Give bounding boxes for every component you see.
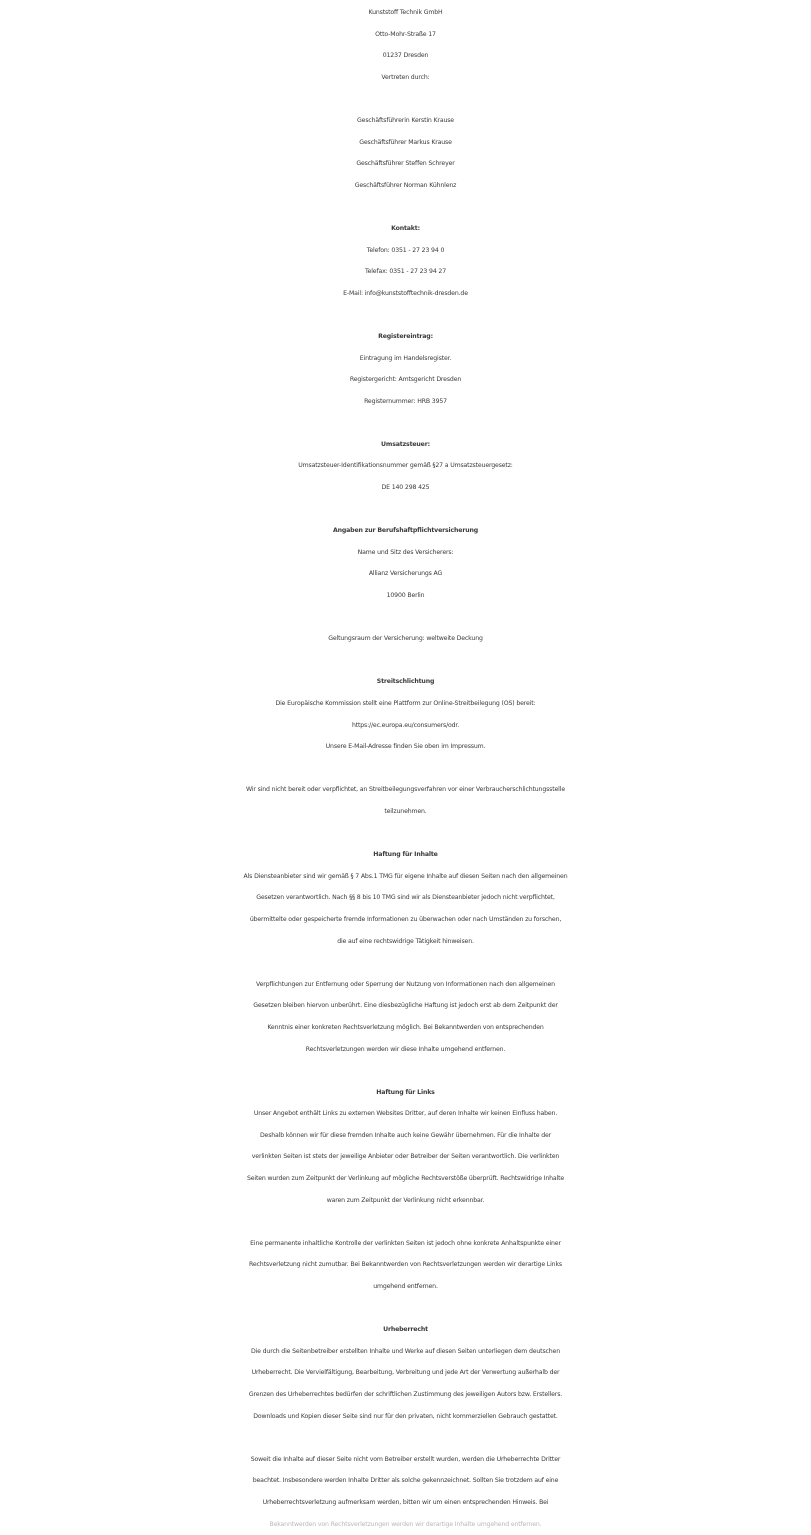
liability-content-section	[0, 844, 811, 1060]
managers-list	[0, 110, 811, 196]
manager-item: Geschäftsführerin Kerstin Krause	[357, 116, 454, 124]
paragraph-line: Unser Angebot enthält Links zu externen Websites Dritter, auf deren Inhalte wir keinen Einfluss haben.	[253, 1110, 558, 1118]
paragraph-line: Seiten wurden zum Zeitpunkt der Verlinkung auf mögliche Rechtsverstöße überprüft. Rechtswidrige Inhalte	[246, 1175, 565, 1183]
paragraph-line: Downloads und Kopien dieser Seite sind nur für den privaten, nicht kommerziellen Gebrauch gestattet.	[253, 1412, 558, 1420]
paragraph-line: Urheberrecht. Die Vervielfältigung, Bearbeitung, Verbreitung und jede Art der Verwertung außerhalb der	[251, 1369, 560, 1377]
copyright-section	[0, 1319, 811, 1535]
vat-number: DE 140 298 425	[381, 484, 430, 492]
spacer	[0, 607, 811, 629]
copyright-heading: Urheberrecht	[383, 1326, 428, 1334]
paragraph-line: verlinkten Seiten ist stets der jeweilige Anbieter oder Betreiber der Seiten verantwortlich. Die verlinkten	[251, 1153, 560, 1161]
register-court-line: Registergericht: Amtsgericht Dresden	[349, 376, 462, 384]
odr-link[interactable]: https://ec.europa.eu/consumers/odr.	[351, 721, 460, 729]
paragraph-line: Rechtsverletzungen werden wir diese Inhalte umgehend entfernen.	[305, 1045, 506, 1053]
liability-links-section	[0, 1082, 811, 1298]
paragraph-line: Deshalb können wir für diese fremden Inhalte auch keine Gewähr übernehmen. Für die Inhalte der	[259, 1131, 552, 1139]
paragraph-line: beachtet. Insbesondere werden Inhalte Dritter als solche gekennzeichnet. Sollten Sie trotzdem auf eine	[252, 1477, 559, 1485]
register-heading: Registereintrag:	[378, 332, 433, 340]
company-address	[0, 0, 811, 88]
dispute-section	[0, 671, 811, 822]
spacer	[0, 88, 811, 110]
spacer	[0, 650, 811, 672]
company-street: Otto-Mohr-Straße 17	[375, 30, 436, 38]
paragraph-line: Kenntnis einer konkreten Rechtsverletzung möglich. Bei Bekanntwerden von entsprechenden	[267, 1023, 544, 1031]
liability-links-heading: Haftung für Links	[376, 1088, 435, 1096]
spacer	[0, 823, 811, 845]
dispute-text-line: Die Europäische Kommission stellt eine Plattform zur Online-Streitbeilegung (OS) bereit:	[275, 700, 536, 707]
phone-line: Telefon: 0351 - 27 23 94 0	[366, 246, 445, 254]
insurance-heading: Angaben zur Berufshaftpflichtversicherung	[332, 527, 479, 535]
paragraph-line: Die durch die Seitenbetreiber erstellten Inhalte und Werke auf diesen Seiten unterliegen dem deutschen	[251, 1347, 560, 1355]
paragraph-line: übermittelte oder gespeicherte fremde Informationen zu überwachen oder nach Umständen zu forschen,	[249, 915, 562, 923]
register-line: Eintragung im Handelsregister.	[359, 354, 452, 362]
spacer	[0, 1060, 811, 1082]
paragraph-line: Grenzen des Urheberrechtes bedürfen der schriftlichen Zustimmung des jeweiligen Autors bzw. Erstellers.	[248, 1391, 563, 1398]
paragraph-line: Soweit die Inhalte auf dieser Seite nicht vom Betreiber erstellt wurden, werden die Urheberrechte Dritter	[250, 1455, 561, 1463]
spacer	[0, 758, 811, 780]
paragraph-line: umgehend entfernen.	[373, 1283, 438, 1291]
company-name: Kunststoff Technik GmbH	[368, 9, 443, 16]
paragraph-line: Als Diensteanbieter sind wir gemäß § 7 Abs.1 TMG für eigene Inhalte auf diesen Seiten nach den allgemeinen	[243, 872, 568, 880]
spacer	[0, 1211, 811, 1233]
manager-item: Geschäftsführer Steffen Schreyer	[356, 160, 455, 168]
insurer-name: Allianz Versicherungs AG	[368, 570, 443, 578]
spacer	[0, 1427, 811, 1449]
dispute-paragraph-line: Wir sind nicht bereit oder verpflichtet, an Streitbeilegungsverfahren vor einer Verbraucherschlichtungsstelle	[246, 786, 565, 794]
insurance-section	[0, 520, 811, 650]
faded-paragraph-line: Bekanntwerden von Rechtsverletzungen werden wir derartige Inhalte umgehend entfernen.	[269, 1520, 542, 1528]
contact-heading: Kontakt:	[391, 224, 420, 232]
insurer-city: 10900 Berlin	[386, 592, 425, 600]
paragraph-line: Eine permanente inhaltliche Kontrolle der verlinkten Seiten ist jedoch ohne konkrete Anhaltspunkte einer	[250, 1239, 561, 1247]
manager-item: Geschäftsführer Norman Kühnlenz	[354, 181, 457, 189]
email-line: E-Mail: info@kunststofftechnik-dresden.de	[343, 289, 468, 297]
spacer	[0, 196, 811, 218]
insurer-label: Name und Sitz des Versicherers:	[357, 548, 454, 556]
vat-section	[0, 434, 811, 499]
register-number-line: Registernummer: HRB 3957	[364, 397, 447, 405]
liability-content-heading: Haftung für Inhalte	[373, 851, 438, 859]
vat-heading: Umsatzsteuer:	[381, 440, 430, 448]
dispute-heading: Streitschlichtung	[376, 678, 435, 686]
spacer	[0, 412, 811, 434]
paragraph-line: die auf eine rechtswidrige Tätigkeit hinweisen.	[337, 937, 474, 945]
paragraph-line: Verpflichtungen zur Entfernung oder Sperrung der Nutzung von Informationen nach den allgemeinen	[256, 980, 555, 988]
paragraph-line: Rechtsverletzung nicht zumutbar. Bei Bekanntwerden von Rechtsverletzungen werden wir derartige Links	[249, 1261, 562, 1269]
insurance-scope: Geltungsraum der Versicherung: weltweite Deckung	[328, 635, 483, 643]
dispute-paragraph-line: teilzunehmen.	[384, 807, 427, 815]
spacer	[0, 1298, 811, 1320]
dispute-text-line: Unsere E-Mail-Adresse finden Sie oben im Impressum.	[325, 743, 486, 751]
fax-line: Telefax: 0351 - 27 23 94 27	[365, 268, 446, 276]
manager-item: Geschäftsführer Markus Krause	[359, 138, 452, 146]
paragraph-line: waren zum Zeitpunkt der Verlinkung nicht erkennbar.	[326, 1196, 485, 1204]
vat-label: Umsatzsteuer-Identifikationsnummer gemäß §27 a Umsatzsteuergesetz:	[298, 462, 513, 470]
paragraph-line: Gesetzen bleiben hiervon unberührt. Eine diesbezügliche Haftung ist jedoch erst ab dem Zeitpunkt der	[253, 1002, 558, 1010]
contact-section	[0, 218, 811, 304]
spacer	[0, 952, 811, 974]
paragraph-line: Urheberrechtsverletzung aufmerksam werden, bitten wir um einen entsprechenden Hinweis. Bei	[262, 1498, 549, 1506]
represented-by-label: Vertreten durch:	[381, 73, 430, 81]
paragraph-line: Gesetzen verantwortlich. Nach §§ 8 bis 10 TMG sind wir als Diensteanbieter jedoch nicht verpflichtet,	[256, 894, 555, 902]
spacer	[0, 304, 811, 326]
spacer	[0, 499, 811, 521]
register-section	[0, 326, 811, 412]
company-city: 01237 Dresden	[382, 52, 429, 60]
